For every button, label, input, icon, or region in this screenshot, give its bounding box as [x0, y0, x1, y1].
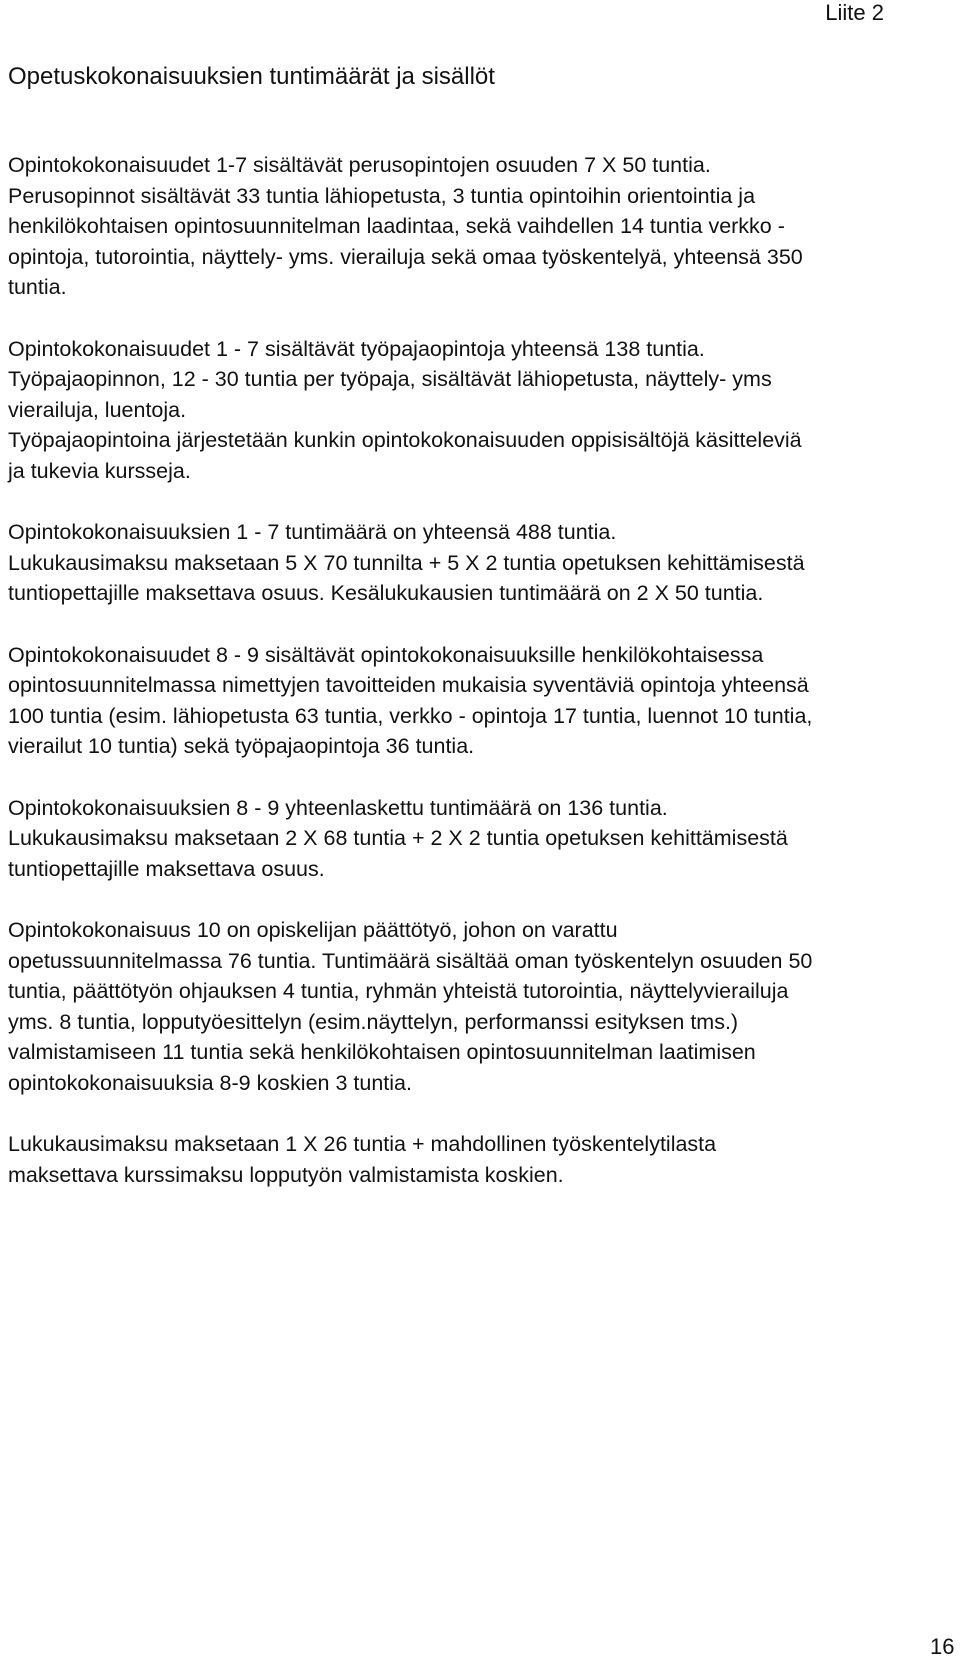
paragraph-workshop-studies: Opintokokonaisuudet 1 - 7 sisältävät työpajaopintoja yhteensä 138 tuntia. Työpajaopinnon, 12 - 30 tuntia per työpaja, sisältävät lähiopetusta, näyttely- yms vierailuja, luentoja. Työpajaopintoina järjestetään kunkin opintokokonaisuuden oppisisältöjä käsitteleviä ja tukevia kursseja. [8, 336, 802, 483]
paragraph-total-hours-1-7: Opintokokonaisuuksien 1 - 7 tuntimäärä on yhteensä 488 tuntia. Lukukausimaksu maksetaan 5 X 70 tunnilta + 5 X 2 tuntia opetuksen kehittämisestä tuntiopettajille maksettava osuus. Kesälukukausien tuntimäärä on 2 X 50 tuntia. [8, 520, 805, 605]
paragraph-total-hours-8-9: Opintokokonaisuuksien 8 - 9 yhteenlaskettu tuntimäärä on 136 tuntia. Lukukausimaksu maksetaan 2 X 68 tuntia + 2 X 2 tuntia opetuksen kehittämisestä tuntiopettajille maksettava osuus. [8, 795, 788, 881]
paragraph-advanced-studies: Opintokokonaisuudet 8 - 9 sisältävät opintokokonaisuuksille henkilökohtaisessa opintosuunnitelmassa nimettyjen tavoitteiden mukaisia syventäviä opintoja yhteensä 100 tuntia (esim. lähiopetusta 63 tuntia, verkko - opintoja 17 tuntia, luennot 10 tuntia, vierailut 10 tuntia) sekä työpajaopintoja 36 tuntia. [8, 642, 813, 758]
document-title: Opetuskokonaisuuksien tuntimäärät ja sisällöt [8, 63, 495, 90]
annex-label: Liite 2 [825, 0, 884, 25]
paragraph-basic-studies: Opintokokonaisuudet 1-7 sisältävät perusopintojen osuuden 7 X 50 tuntia. Perusopinnot sisältävät 33 tuntia lähiopetusta, 3 tuntia opintoihin orientointia ja henkilökohtaisen opintosuunnitelman laadintaa, sekä vaihdellen 14 tuntia verkko - opintoja, tutorointia, näyttely- yms. vierailuja sekä omaa työskentelyä, yhteensä 350 tuntia. [8, 153, 803, 299]
paragraph-final-work: Opintokokonaisuus 10 on opiskelijan päättötyö, johon on varattu opetussuunnitelmassa 76 tuntia. Tuntimäärä sisältää oman työskentelyn osuuden 50 tuntia, päättötyön ohjauksen 4 tuntia, ryhmän yhteistä tutorointia, näyttelyvierailuja yms. 8 tuntia, lopputyöesittelyn (esim.näyttelyn, performanssi esityksen tms.) valmistamiseen 11 tuntia sekä henkilökohtaisen opintosuunnitelman laatimisen opintokokonaisuuksia 8-9 koskien 3 tuntia. [8, 918, 813, 1095]
paragraph-final-fee: Lukukausimaksu maksetaan 1 X 26 tuntia + mahdollinen työskentelytilasta maksettava kurssimaksu lopputyön valmistamista koskien. [8, 1132, 717, 1187]
document-body [8, 150, 943, 1221]
page-number: 16 [930, 1634, 955, 1659]
